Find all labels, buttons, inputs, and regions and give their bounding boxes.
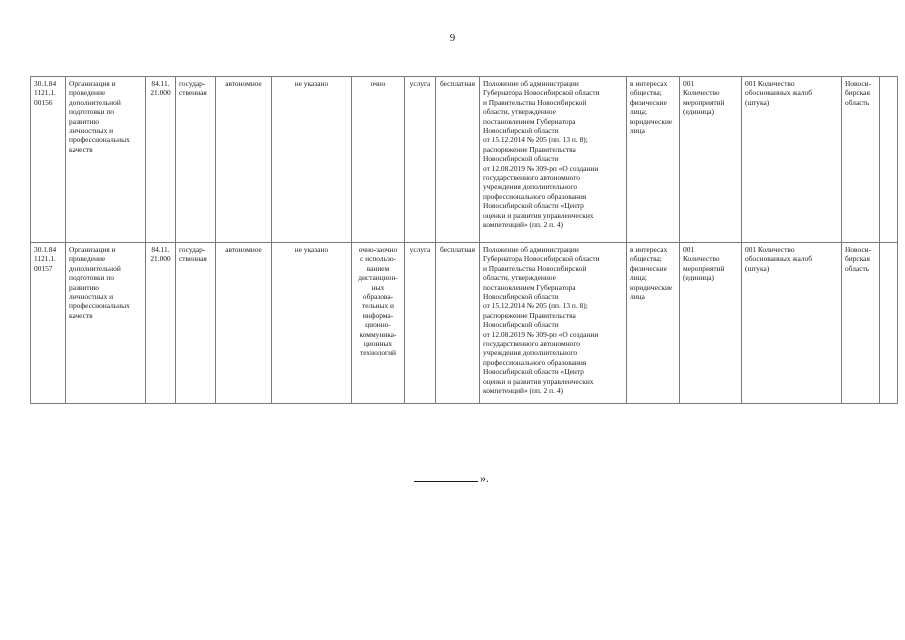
cell-line: в интересах [630,245,668,254]
cell-line: не указано [294,245,329,254]
cell-line: 001 Количество [745,79,795,88]
cell-line: государственного автономного [483,173,580,183]
cell-line: (единица) [683,273,714,283]
registry-table [30,76,898,404]
cell-line: 21.000 [150,254,171,264]
cell-line: услуга [409,79,431,88]
consumer-category-cell [627,243,680,404]
cell-line: Новосибирской области «Центр [483,201,584,211]
cell-line: проведение [69,88,106,98]
cell-line: компетенций» (пп. 2 п. 4) [483,386,563,396]
cell-line: Губернатора Новосибирской области [483,254,600,264]
cell-line: технологий [360,348,396,358]
institution-type-cell [216,77,272,243]
cell-line: общества; [630,88,662,98]
cell-line: 00157 [34,263,53,273]
empty-cell [880,243,898,404]
cell-line: Новосибирской области [483,126,559,136]
closing-mark: ». [480,471,489,485]
cell-line: личностных и [69,126,114,136]
table-row [31,243,898,404]
cell-line: бесплатная [439,245,475,254]
legal-basis-cell [480,243,627,404]
signature-blank [414,471,478,482]
cell-line: юридические [630,116,673,126]
cell-line: коммуника- [359,329,397,339]
region-cell [842,77,880,243]
cell-line: лица [630,292,645,302]
cell-line: компетенций» (пп. 2 п. 4) [483,220,563,230]
service-kind-cell [405,243,436,404]
cell-line: лица [630,126,645,136]
cell-line: развитию [69,282,100,292]
cell-line: ственная [179,254,207,264]
cell-line: с использо- [359,254,396,264]
cell-line: юридические [630,282,673,292]
quality-indicator-cell [742,243,842,404]
cell-line: автономное [225,245,262,254]
cell-line: дистанцион- [358,273,398,283]
cell-line: и Правительства Новосибирской [483,97,587,107]
cell-line: от 15.12.2014 № 205 (пп. 13 п. 8); [483,135,588,145]
cell-line: информа- [362,310,394,320]
consumer-category-cell [627,77,680,243]
cell-line: обоснованных жалоб [745,88,812,98]
cell-line: Организация и [69,245,116,254]
cell-line: Новосибирской области [483,292,559,302]
ownership-type-cell [176,243,216,404]
cell-line: распоряжение Правительства [483,144,576,154]
cell-line: бирская [845,254,870,264]
cell-line: подготовки по [69,273,115,283]
cell-line: 1121.1. [34,88,56,98]
service-name-cell [66,77,146,243]
cell-line: в интересах [630,79,668,88]
cell-line: Новосибирской области [483,154,559,164]
cell-line: подготовки по [69,107,115,117]
quality-indicator-cell [742,77,842,243]
cell-line: услуга [409,245,431,254]
cell-line: 30.1.84 [34,245,57,254]
cell-line: качеств [69,310,93,320]
cell-line: 001 [683,79,695,88]
cell-line: профессионального образования [483,357,587,367]
cell-line: Новосибирской области [483,320,559,330]
cell-line: мероприятий [683,263,725,273]
cell-line: области, утвержденное [483,107,556,117]
cell-line: область [845,97,870,107]
cell-line: бесплатная [439,79,475,88]
cell-line: 21.000 [150,88,171,98]
service-content-cell [272,243,352,404]
empty-cell [880,77,898,243]
cell-line: ванием [366,263,390,273]
cell-line: Количество [683,254,720,264]
service-name-cell [66,243,146,404]
cell-line: и Правительства Новосибирской [483,263,587,273]
cell-line: ционно- [365,320,391,330]
cell-line: дополнительной [69,97,121,107]
cell-line: оценки и развития управленческих [483,210,594,220]
cell-line: Новоси- [845,79,872,88]
cell-line: (штука) [745,263,770,273]
cell-line: Положение об администрации [483,245,579,254]
cell-line: 1121.1. [34,254,56,264]
cell-line: 001 [683,245,695,254]
delivery-form-cell [352,243,405,404]
cell-line: 001 Количество [745,245,795,254]
cell-line: личностных и [69,292,114,302]
cell-line: очно-заочно [358,245,398,254]
cell-line: постановлением Губернатора [483,116,576,126]
ownership-type-cell [176,77,216,243]
cell-line: Новоси- [845,245,872,254]
cell-line: государ- [179,79,206,88]
cell-line: распоряжение Правительства [483,310,576,320]
volume-indicator-cell [680,77,742,243]
volume-indicator-cell [680,243,742,404]
cell-line: профессиональных [69,301,130,311]
page-number: 9 [449,32,456,44]
cell-line: ных [371,282,385,292]
cell-line: проведение [69,254,106,264]
cell-line: 84.11. [151,245,170,254]
cell-line: ственная [179,88,207,98]
cell-line: автономное [225,79,262,88]
cell-line: дополнительной [69,263,121,273]
cell-line: тельных и [362,301,394,311]
service-kind-cell [405,77,436,243]
cell-line: от 12.08.2019 № 309-рп «О создании [483,163,599,173]
cell-line: 00156 [34,97,53,107]
cell-line: постановлением Губернатора [483,282,576,292]
cell-line: профессионального образования [483,191,587,201]
cell-line: развитию [69,116,100,126]
legal-basis-cell [480,77,627,243]
cell-line: учреждения дополнительного [483,182,578,192]
closing-line [414,471,489,486]
cell-line: качеств [69,144,93,154]
payment-cell [436,77,480,243]
cell-line: Губернатора Новосибирской области [483,88,600,98]
cell-line: учреждения дополнительного [483,348,578,358]
cell-line: (единица) [683,107,714,117]
cell-line: от 12.08.2019 № 309-рп «О создании [483,329,599,339]
table-row [31,77,898,243]
cell-line: бирская [845,88,870,98]
cell-line: Организация и [69,79,116,88]
cell-line: Новосибирской области «Центр [483,367,584,377]
cell-line: 84.11. [151,79,170,88]
cell-line: от 15.12.2014 № 205 (пп. 13 п. 8); [483,301,588,311]
cell-line: 30.1.84 [34,79,57,88]
okved-code-cell [146,243,176,404]
registry-code-cell [31,77,66,243]
cell-line: профессиональных [69,135,130,145]
registry-body [31,77,898,404]
cell-line: области, утвержденное [483,273,556,283]
registry-code-cell [31,243,66,404]
cell-line: образова- [362,292,394,302]
cell-line: очно [370,79,386,88]
cell-line: мероприятий [683,97,725,107]
cell-line: область [845,263,870,273]
okved-code-cell [146,77,176,243]
cell-line: физические [630,97,667,107]
cell-line: Положение об администрации [483,79,579,88]
service-content-cell [272,77,352,243]
cell-line: (штука) [745,97,770,107]
cell-line: лица; [630,107,647,117]
cell-line: не указано [294,79,329,88]
cell-line: физические [630,263,667,273]
institution-type-cell [216,243,272,404]
cell-line: государственного автономного [483,339,580,349]
cell-line: общества; [630,254,662,264]
cell-line: оценки и развития управленческих [483,376,594,386]
cell-line: ционных [363,339,393,349]
region-cell [842,243,880,404]
cell-line: Количество [683,88,720,98]
cell-line: государ- [179,245,206,254]
payment-cell [436,243,480,404]
delivery-form-cell [352,77,405,243]
cell-line: обоснованных жалоб [745,254,812,264]
cell-line: лица; [630,273,647,283]
